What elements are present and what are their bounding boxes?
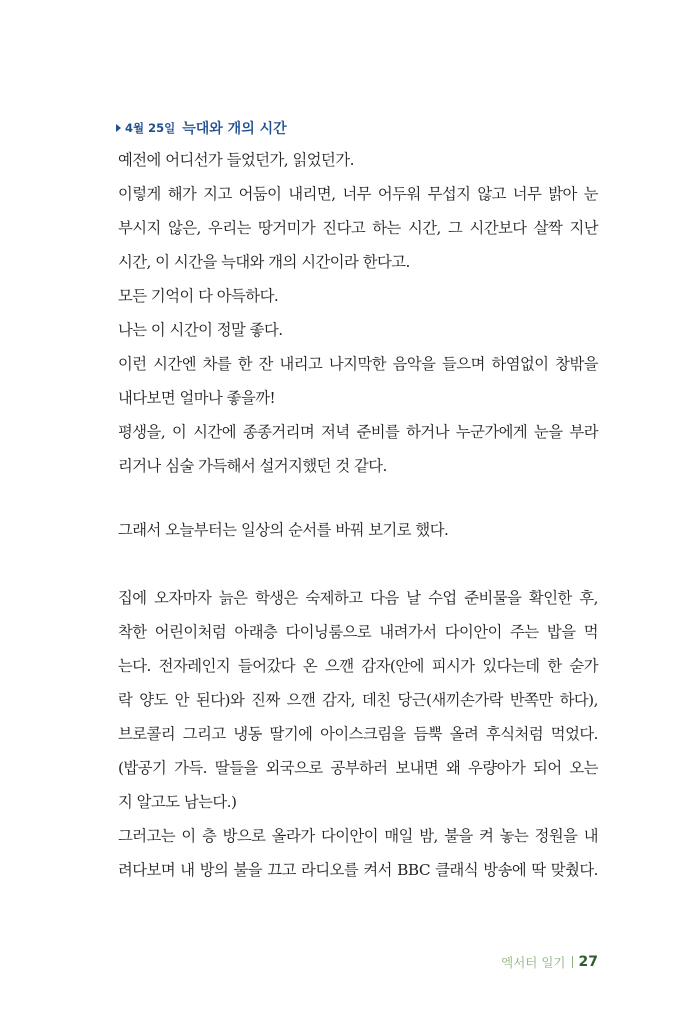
body-line: 착한 어린이처럼 아래층 다이닝룸으로 내려가서 다이안이 주는 밥을 먹 (118, 623, 598, 641)
body-line: 리거나 심술 가득해서 설거지했던 것 같다. (118, 457, 387, 475)
body-line: 나는 이 시간이 정말 좋다. (118, 321, 283, 339)
entry-heading (116, 118, 287, 138)
body-line: 모든 기억이 다 아득하다. (118, 287, 279, 305)
body-line: 시간, 이 시간을 늑대와 개의 시간이라 한다고. (118, 253, 410, 271)
body-line: 예전에 어디선가 들었던가, 읽었던가. (118, 151, 354, 169)
body-line: 집에 오자마자 늙은 학생은 숙제하고 다음 날 수업 준비물을 확인한 후, (118, 589, 598, 607)
body-line: 는다. 전자레인지 들어갔다 온 으깬 감자(안에 피시가 있다는데 한 숟가 (118, 657, 598, 675)
body-line: 평생을, 이 시간에 종종거리며 저녁 준비를 하거나 누군가에게 눈을 부라 (118, 423, 598, 441)
body-line: (밥공기 가득. 딸들을 외국으로 공부하러 보내면 왜 우량아가 되어 오는 (118, 759, 598, 777)
body-line: 그래서 오늘부터는 일상의 순서를 바꿔 보기로 했다. (118, 521, 449, 539)
footer-divider (572, 956, 573, 968)
body-line: 락 양도 안 된다)와 진짜 으깬 감자, 데친 당근(새끼손가락 반쪽만 하다), (118, 691, 598, 709)
body-line: 이런 시간엔 차를 한 잔 내리고 나지막한 음악을 들으며 하염없이 창밖을 (118, 355, 598, 373)
entry-date: 4월 25일 (125, 121, 176, 135)
body-line: 이렇게 해가 지고 어둠이 내리면, 너무 어두워 무섭지 않고 너무 밝아 눈 (118, 185, 598, 203)
triangle-right-icon (116, 124, 121, 132)
body-line: 지 알고도 남는다.) (118, 793, 237, 811)
body-line: 브로콜리 그리고 냉동 딸기에 아이스크림을 듬뿍 올려 후식처럼 먹었다. (118, 725, 598, 743)
entry-title: 늑대와 개의 시간 (182, 121, 287, 137)
page-footer (501, 953, 598, 971)
body-line: 내다보면 얼마나 좋을까! (118, 389, 276, 407)
body-line: 부시지 않은, 우리는 땅거미가 진다고 하는 시간, 그 시간보다 살짝 지난 (118, 219, 598, 237)
page-number: 27 (578, 954, 598, 970)
body-line: 그러고는 이 층 방으로 올라가 다이안이 매일 밤, 불을 켜 놓는 정원을 내 (118, 827, 598, 845)
body-line: 려다보며 내 방의 불을 끄고 라디오를 켜서 BBC 클래식 방송에 딱 맞췄다. (118, 861, 598, 879)
running-title: 엑서터 일기 (501, 955, 566, 970)
